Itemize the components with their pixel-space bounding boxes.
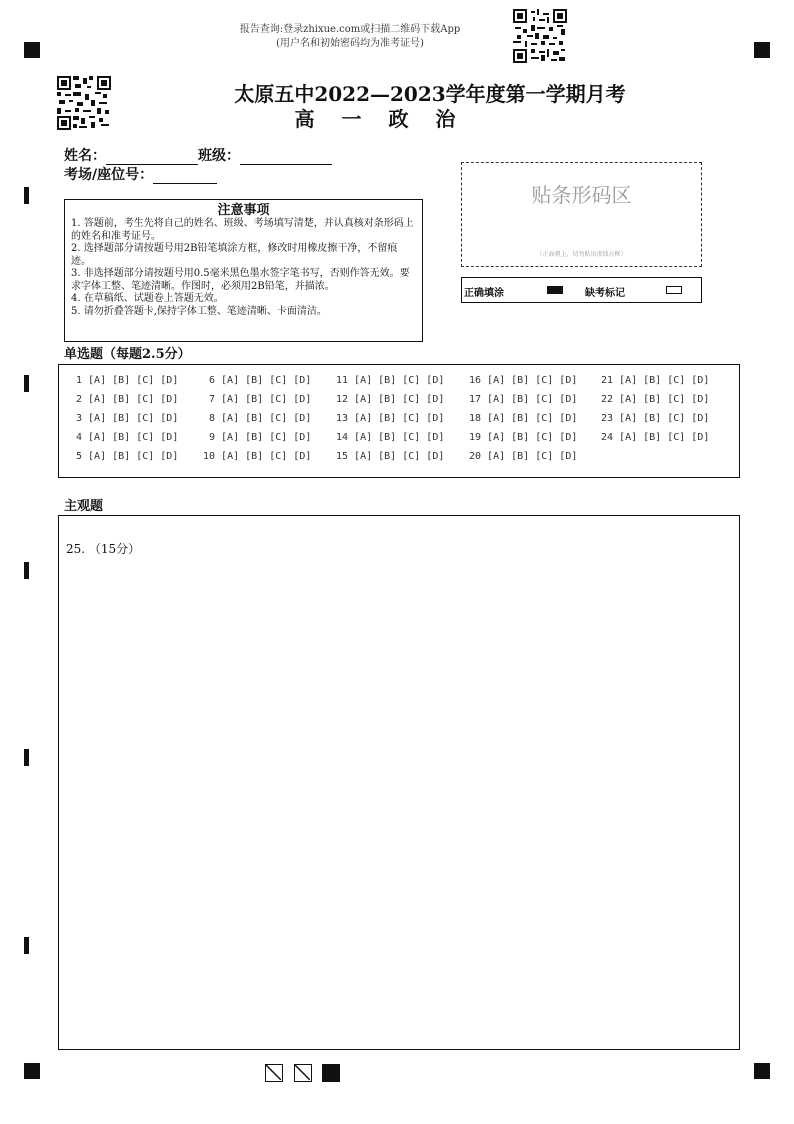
choice-item[interactable]: 6 [A] [B] [C] [D] <box>209 375 312 386</box>
choice-item[interactable]: 8 [A] [B] [C] [D] <box>209 413 312 424</box>
choice-item[interactable]: 13 [A] [B] [C] [D] <box>336 413 445 424</box>
choice-item[interactable]: 20 [A] [B] [C] [D] <box>469 451 578 462</box>
name-field <box>64 145 332 165</box>
choice-item[interactable]: 14 [A] [B] [C] [D] <box>336 432 445 443</box>
report-query-line1: 报告查询:登录zhixue.com或扫描二维码下载App <box>239 24 461 35</box>
timing-mark <box>24 937 29 954</box>
notice-item: 1. 答题前，考生先将自己的姓名、班级、考场填写清楚，并认真核对条形码上的姓名和准考证号。 <box>71 218 414 242</box>
absent-mark-label: 缺考标记 <box>585 288 625 299</box>
seat-field <box>64 164 217 184</box>
exam-subject: 高 一 政 治 <box>294 107 466 131</box>
report-query-note <box>200 23 500 51</box>
choice-item[interactable]: 4 [A] [B] [C] [D] <box>76 432 179 443</box>
correct-fill-label: 正确填涂 <box>464 288 504 299</box>
choice-item[interactable]: 15 [A] [B] [C] [D] <box>336 451 445 462</box>
answer-area-q25[interactable] <box>58 515 740 1050</box>
qr-code-icon <box>513 9 567 63</box>
choice-item[interactable]: 19 [A] [B] [C] [D] <box>469 432 578 443</box>
crossed-box-icon <box>294 1064 312 1082</box>
question-25-label: 25. （15分） <box>66 542 141 556</box>
seat-label: 考场/座位号： <box>64 167 154 183</box>
choice-item[interactable]: 24 [A] [B] [C] [D] <box>601 432 710 443</box>
filled-box-icon <box>322 1064 340 1082</box>
timing-mark <box>24 187 29 204</box>
choice-item[interactable]: 22 [A] [B] [C] [D] <box>601 394 710 405</box>
choice-item[interactable]: 10 [A] [B] [C] [D] <box>203 451 312 462</box>
choice-item[interactable]: 9 [A] [B] [C] [D] <box>209 432 312 443</box>
choice-item[interactable]: 11 [A] [B] [C] [D] <box>336 375 445 386</box>
class-label: 班级： <box>198 148 240 164</box>
barcode-note: （正面朝上，切勿贴出虚线方框） <box>536 251 627 258</box>
choice-item[interactable]: 17 [A] [B] [C] [D] <box>469 394 578 405</box>
timing-mark <box>24 749 29 766</box>
choice-item[interactable]: 2 [A] [B] [C] [D] <box>76 394 179 405</box>
barcode-label: 贴条形码区 <box>531 183 632 207</box>
choice-item[interactable]: 1 [A] [B] [C] [D] <box>76 375 179 386</box>
qr-code-icon <box>57 76 111 130</box>
choice-item[interactable]: 23 [A] [B] [C] [D] <box>601 413 710 424</box>
notice-item: 3. 非选择题部分请按题号用0.5毫米黑色墨水签字笔书写，否则作答无效。要求字体工整、笔迹清晰。作图时，必须用2B铅笔，并描浓。 <box>71 268 410 292</box>
subjective-section-title: 主观题 <box>64 499 104 514</box>
seat-input-line[interactable] <box>153 170 217 184</box>
registration-mark-top-right <box>754 42 770 58</box>
notice-item: 4. 在草稿纸、试题卷上答题无效。 <box>71 293 224 304</box>
notice-box <box>64 199 423 342</box>
choice-item[interactable]: 12 [A] [B] [C] [D] <box>336 394 445 405</box>
choices-grid <box>58 364 740 478</box>
notice-item: 2. 选择题部分请按题号用2B铅笔填涂方框，修改时用橡皮擦干净，不留痕迹。 <box>71 243 398 267</box>
name-label: 姓名： <box>64 148 106 164</box>
registration-mark-bottom-right <box>754 1063 770 1079</box>
name-input-line[interactable] <box>106 151 198 165</box>
registration-mark-top-left <box>24 42 40 58</box>
timing-mark <box>24 562 29 579</box>
choice-item[interactable]: 5 [A] [B] [C] [D] <box>76 451 179 462</box>
choices-section-title: 单选题（每题2.5分） <box>64 347 191 362</box>
correct-fill-sample <box>547 286 563 294</box>
registration-mark-bottom-left <box>24 1063 40 1079</box>
class-input-line[interactable] <box>240 151 332 165</box>
choice-item[interactable]: 18 [A] [B] [C] [D] <box>469 413 578 424</box>
report-query-line2: (用户名和初始密码均为准考证号) <box>276 38 424 49</box>
notice-title: 注意事项 <box>217 203 270 218</box>
absent-mark-checkbox[interactable] <box>666 286 682 294</box>
timing-mark <box>24 375 29 392</box>
notice-item: 5. 请勿折叠答题卡,保持字体工整、笔迹清晰、卡面清洁。 <box>71 305 327 317</box>
barcode-area[interactable] <box>461 162 702 267</box>
fill-legend <box>461 277 702 303</box>
crossed-box-icon <box>265 1064 283 1082</box>
choice-item[interactable]: 3 [A] [B] [C] [D] <box>76 413 179 424</box>
choice-item[interactable]: 7 [A] [B] [C] [D] <box>209 394 312 405</box>
choice-item[interactable]: 16 [A] [B] [C] [D] <box>469 375 578 386</box>
choice-item[interactable]: 21 [A] [B] [C] [D] <box>601 375 710 386</box>
exam-title: 太原五中2022—2023学年度第一学期月考 <box>234 82 626 106</box>
